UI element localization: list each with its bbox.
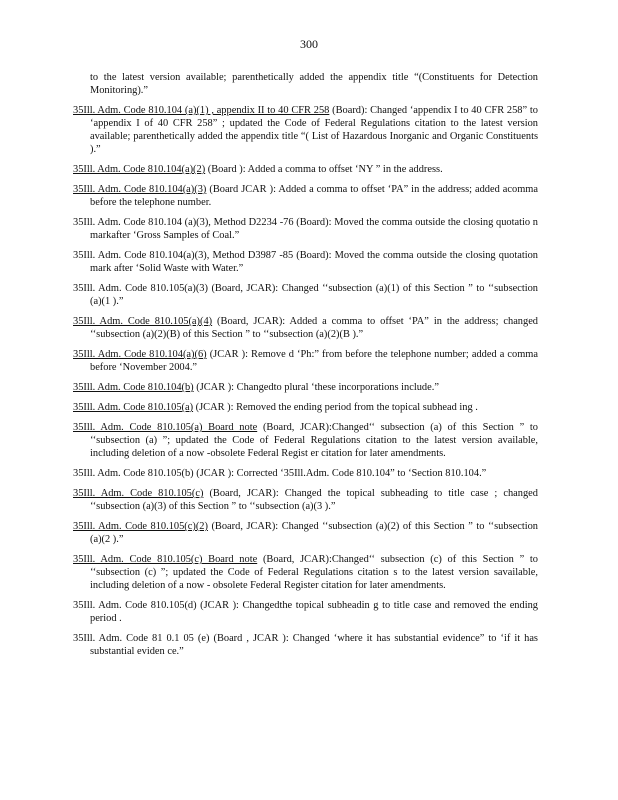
entry-text: (Board, JCAR):Changed‘‘ subsection (c) of this Section ” to ‘‘subsection (c) ”; updated the Code of Federal Regulations citation s to the latest version savailable, including deletion of a now - obsolete Federal Register citation for later amendments.	[90, 554, 538, 591]
page-number: 300	[300, 37, 318, 51]
entry-text: (Board, JCAR): Changed ‘‘subsection (a)(2) of this Section ” to ‘‘subsection (a)(2 ).”	[90, 521, 539, 545]
amendment-entry	[73, 348, 538, 374]
entry-text: Method D3987 -85 (Board): Moved the comma outside the closing quotation mark after ‘Solid Waste with Water.”	[90, 250, 538, 274]
entry-text: (Board, JCAR): Added a comma to offset ‘PA” in the address; changed ‘‘subsection (a)(2)(B) of this Section ” to ‘‘subsection (a)(2)(B ).”	[90, 316, 539, 340]
entry-citation: 35Ill. Adm. Code 810.104(a)(3),	[73, 250, 210, 261]
entry-text: (Board): Changed ‘appendix I to 40 CFR 258” to ‘appendix I of 40 CFR 258” ; updated the Code of Federal Regulations citation to the latest version available; parenthetically added the appendix title “( List of Hazardous Inorganic and Organic Constituents ).”	[90, 105, 538, 155]
entry-citation: 35Ill. Adm. Code 810.105(a) Board note	[73, 422, 258, 433]
entry-text: (Board JCAR ): Added a comma to offset ‘PA” in the address; added acomma before the telephone number.	[90, 184, 538, 208]
entry-citation: 35Ill. Adm. Code 810.104(b)	[73, 382, 194, 393]
entry-citation: 35Ill. Adm. Code 810.104(a)(2)	[73, 164, 206, 175]
amendment-entry	[73, 467, 538, 480]
entry-citation: 35Ill. Adm. Code 810.105(a)(4)	[73, 316, 213, 327]
entry-citation: 35Ill. Adm. Code 810.105(a)	[73, 402, 194, 413]
entry-text: (Board, JCAR): Changed ‘‘subsection (a)(1) of this Section ” to ‘‘subsection (a)(1 ).”	[90, 283, 539, 307]
amendment-entry	[73, 104, 538, 156]
entry-text: (JCAR ): Removed the ending period from the topical subhead ing .	[195, 402, 478, 413]
entry-citation: 35Ill. Adm. Code 810.104(a)(6)	[73, 349, 207, 360]
entry-citation: 35Ill. Adm. Code 810.105(b)	[73, 468, 194, 479]
entry-text: (Board, JCAR):Changed‘‘ subsection (a) of this Section ” to ‘‘subsection (a) ”; updated the Code of Federal Regulations citation to the latest version available, including deletion of a now -obsolete Federal Regist er citation for later amendments.	[90, 422, 538, 459]
entry-text: (JCAR ): Changedto plural ‘these incorporations include.”	[196, 382, 439, 393]
entry-text: (JCAR ): Remove d ‘Ph:” from before the telephone number; added a comma before ‘November 2004.”	[90, 349, 538, 373]
amendment-entry	[73, 163, 538, 176]
amendment-entry	[73, 71, 538, 97]
entry-text: Method D2234 -76 (Board): Moved the comma outside the closing quotatio n markafter ‘Gross Samples of Coal.”	[90, 217, 538, 241]
amendment-entry	[73, 632, 538, 658]
amendment-entry	[73, 487, 538, 513]
entry-text: (Board, JCAR): Changed the topical subheading to title case ; changed ‘‘subsection (a)(3) of this Section ” to ‘‘subsection (a)(3 ).”	[90, 488, 538, 512]
entry-citation: 35Ill. Adm. Code 810.104(a)(3)	[73, 184, 207, 195]
amendment-entry	[73, 249, 538, 275]
entry-text: (JCAR ): Changedthe topical subheadin g to title case and removed the ending period .	[90, 600, 538, 624]
entry-citation: 35Ill. Adm. Code 810.105(c)(2)	[73, 521, 208, 532]
entry-text: (JCAR ): Corrected ‘35Ill.Adm. Code 810.104” to ‘Section 810.104.”	[196, 468, 487, 479]
entry-citation: 35Ill. Adm. Code 810.104 (a)(1) , appendix II to 40 CFR 258	[73, 105, 330, 116]
entry-text: to the latest version available; parenthetically added the appendix title “(Constituents for Detection Monitoring).”	[90, 72, 538, 96]
amendment-entry	[73, 381, 538, 394]
amendment-entry	[73, 183, 538, 209]
entry-citation: 35Ill. Adm. Code 810.105(c) Board note	[73, 554, 258, 565]
amendment-entry	[73, 520, 538, 546]
amendment-entry	[73, 599, 538, 625]
amendment-entry	[73, 216, 538, 242]
entry-text: (Board , JCAR ): Changed ‘where it has substantial evidence” to ‘if it has substantial eviden ce.”	[90, 633, 538, 657]
entry-citation: 35Ill. Adm. Code 810.105(a)(3)	[73, 283, 208, 294]
amendment-entry	[73, 553, 538, 592]
amendment-entry	[73, 401, 538, 414]
entry-citation: 35Ill. Adm. Code 81 0.1 05 (e)	[73, 633, 210, 644]
document-body	[73, 71, 538, 665]
amendment-entry	[73, 315, 538, 341]
entry-citation: 35Ill. Adm. Code 810.104 (a)(3),	[73, 217, 211, 228]
entry-citation: 35Ill. Adm. Code 810.105(d)	[73, 600, 197, 611]
amendment-entry	[73, 421, 538, 460]
entry-citation: 35Ill. Adm. Code 810.105(c)	[73, 488, 204, 499]
entry-text: (Board ): Added a comma to offset ‘NY ” in the address.	[207, 164, 443, 175]
amendment-entry	[73, 282, 538, 308]
